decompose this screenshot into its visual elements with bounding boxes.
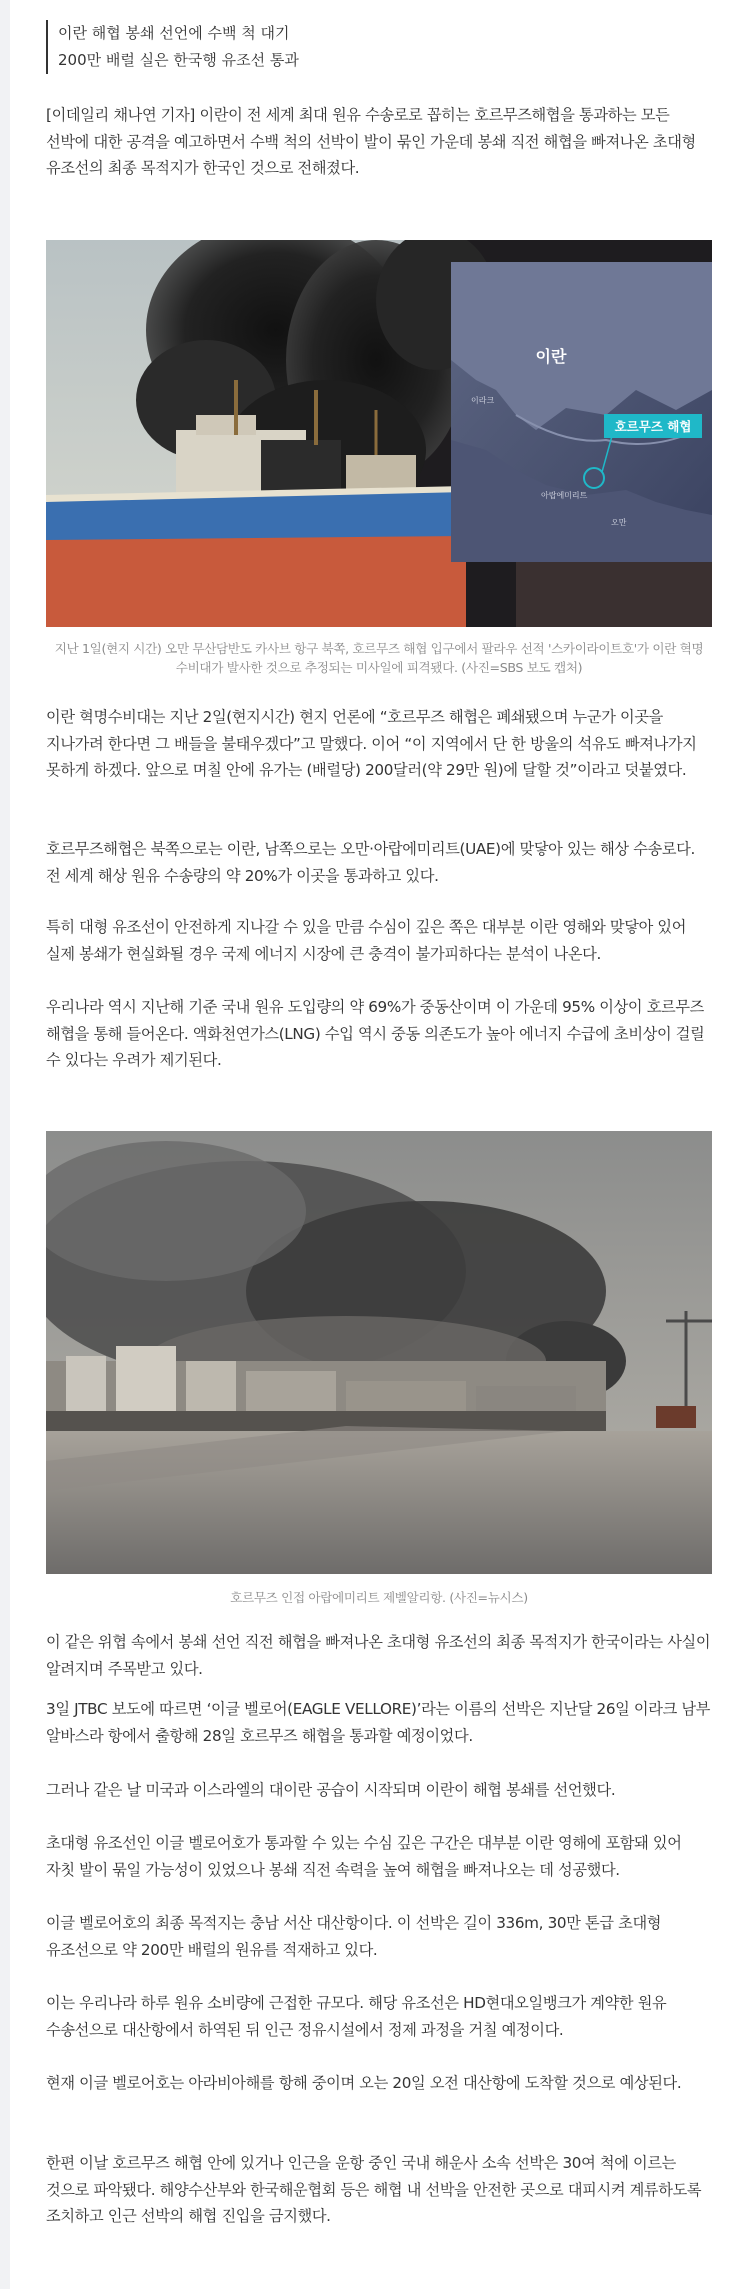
article-subtitles (46, 20, 299, 74)
body-paragraph: 그러나 같은 날 미국과 이스라엘의 대이란 공습이 시작되며 이란이 해협 봉쇄를 선언했다. (46, 1781, 616, 1799)
body-paragraph: 호르무즈해협은 북쪽으로는 이란, 남쪽으로는 오만·아랍에미리트(UAE)에 맞닿아 있는 해상 수송로다. 전 세계 해상 원유 수송량의 약 20%가 이곳을 통과하고 있다. (46, 840, 695, 885)
body-paragraph: 한편 이날 호르무즈 해협 안에 있거나 인근을 운항 중인 국내 해운사 소속 선박은 30여 척에 이르는 것으로 파악됐다. 해양수산부와 한국해운협회 등은 해협 내 선박을 안전한 곳으로 대피시켜 계류하도록 조치하고 인근 선박의 해협 진입을 금지했다. (46, 2154, 702, 2225)
body-paragraph: 우리나라 역시 지난해 기준 국내 원유 도입량의 약 69%가 중동산이며 이 가운데 95% 이상이 호르무즈 해협을 통해 들어온다. 액화천연가스(LNG) 수입 역시 중동 의존도가 높아 에너지 수급에 초비상이 걸릴 수 있다는 우려가 제기된다. (46, 998, 705, 1069)
lead-paragraph: [이데일리 채나연 기자] 이란이 전 세계 최대 원유 수송로로 꼽히는 호르무즈해협을 통과하는 모든 선박에 대한 공격을 예고하면서 수백 척의 선박이 발이 묶인 가운데 봉쇄 직전 해협을 빠져나온 초대형 유조선의 최종 목적지가 한국인 것으로 전해졌다. (46, 106, 696, 177)
map-label-iraq: 이라크 (471, 396, 495, 405)
body-paragraph: 이글 벨로어호의 최종 목적지는 충남 서산 대산항이다. 이 선박은 길이 336m, 30만 톤급 초대형 유조선으로 약 200만 배럴의 원유를 적재하고 있다. (46, 1914, 662, 1959)
map-label-oman: 오만 (611, 518, 627, 527)
body-paragraph: 초대형 유조선인 이글 벨로어호가 통과할 수 있는 수심 깊은 구간은 대부분 이란 영해에 포함돼 있어 자칫 발이 묶일 가능성이 있었으나 봉쇄 직전 속력을 높여 해협을 빠져나오는 데 성공했다. (46, 1834, 682, 1879)
figure-caption: 지난 1일(현지 시간) 오만 무산담반도 카사브 항구 북쪽, 호르무즈 해협 입구에서 팔라우 선적 '스카이라이트호'가 이란 혁명수비대가 발사한 것으로 추정되는 미사일에 피격됐다. (사진=SBS 보도 캡처) (54, 641, 704, 675)
body-paragraph: 이는 우리나라 하루 원유 소비량에 근접한 규모다. 해당 유조선은 HD현대오일뱅크가 계약한 원유 수송선으로 대산항에서 하역된 뒤 인근 정유시설에서 정제 과정을 거칠 예정이다. (46, 1994, 667, 2039)
subtitle-line: 이란 해협 봉쇄 선언에 수백 척 대기 (58, 24, 290, 42)
page-left-rail (0, 0, 10, 2289)
body-paragraph: 특히 대형 유조선이 안전하게 지나갈 수 있을 만큼 수심이 깊은 쪽은 대부분 이란 영해와 맞닿아 있어 실제 봉쇄가 현실화될 경우 국제 에너지 시장에 큰 충격이 불가피하다는 분석이 나온다. (46, 918, 687, 963)
figure-caption: 호르무즈 인접 아랍에미리트 제벨알리항. (사진=뉴시스) (230, 1590, 528, 1605)
body-paragraph: 현재 이글 벨로어호는 아라비아해를 항해 중이며 오는 20일 오전 대산항에 도착할 것으로 예상된다. (46, 2074, 682, 2092)
map-label-iran: 이란 (535, 347, 567, 366)
figure-tanker-attack (46, 240, 712, 677)
body-paragraph: 이 같은 위협 속에서 봉쇄 선언 직전 해협을 빠져나온 초대형 유조선의 최종 목적지가 한국이라는 사실이 알려지며 주목받고 있다. (46, 1633, 711, 1678)
subtitle-line: 200만 배럴 실은 한국행 유조선 통과 (58, 51, 299, 69)
figure-port-smoke (46, 1131, 712, 1607)
map-label-strait: 호르무즈 해협 (614, 419, 692, 434)
map-label-uae: 아랍에미리트 (541, 491, 588, 500)
tanker-photo (46, 240, 712, 627)
body-paragraph: 이란 혁명수비대는 지난 2일(현지시간) 현지 언론에 “호르무즈 해협은 폐쇄됐으며 누군가 이곳을 지나가려 한다면 그 배들을 불태우겠다”고 말했다. 이어 “이 지역에서 단 한 방울의 석유도 빠져나가지 못하게 하겠다. 앞으로 며칠 안에 유가는 (배럴당) 200달러(약 29만 원)에 달할 것”이라고 덧붙였다. (46, 708, 697, 779)
body-paragraph: 3일 JTBC 보도에 따르면 ‘이글 벨로어(EAGLE VELLORE)’라는 이름의 선박은 지난달 26일 이라크 남부 알바스라 항에서 출항해 28일 호르무즈 해협을 통과할 예정이었다. (46, 1700, 711, 1745)
port-photo (46, 1131, 712, 1574)
